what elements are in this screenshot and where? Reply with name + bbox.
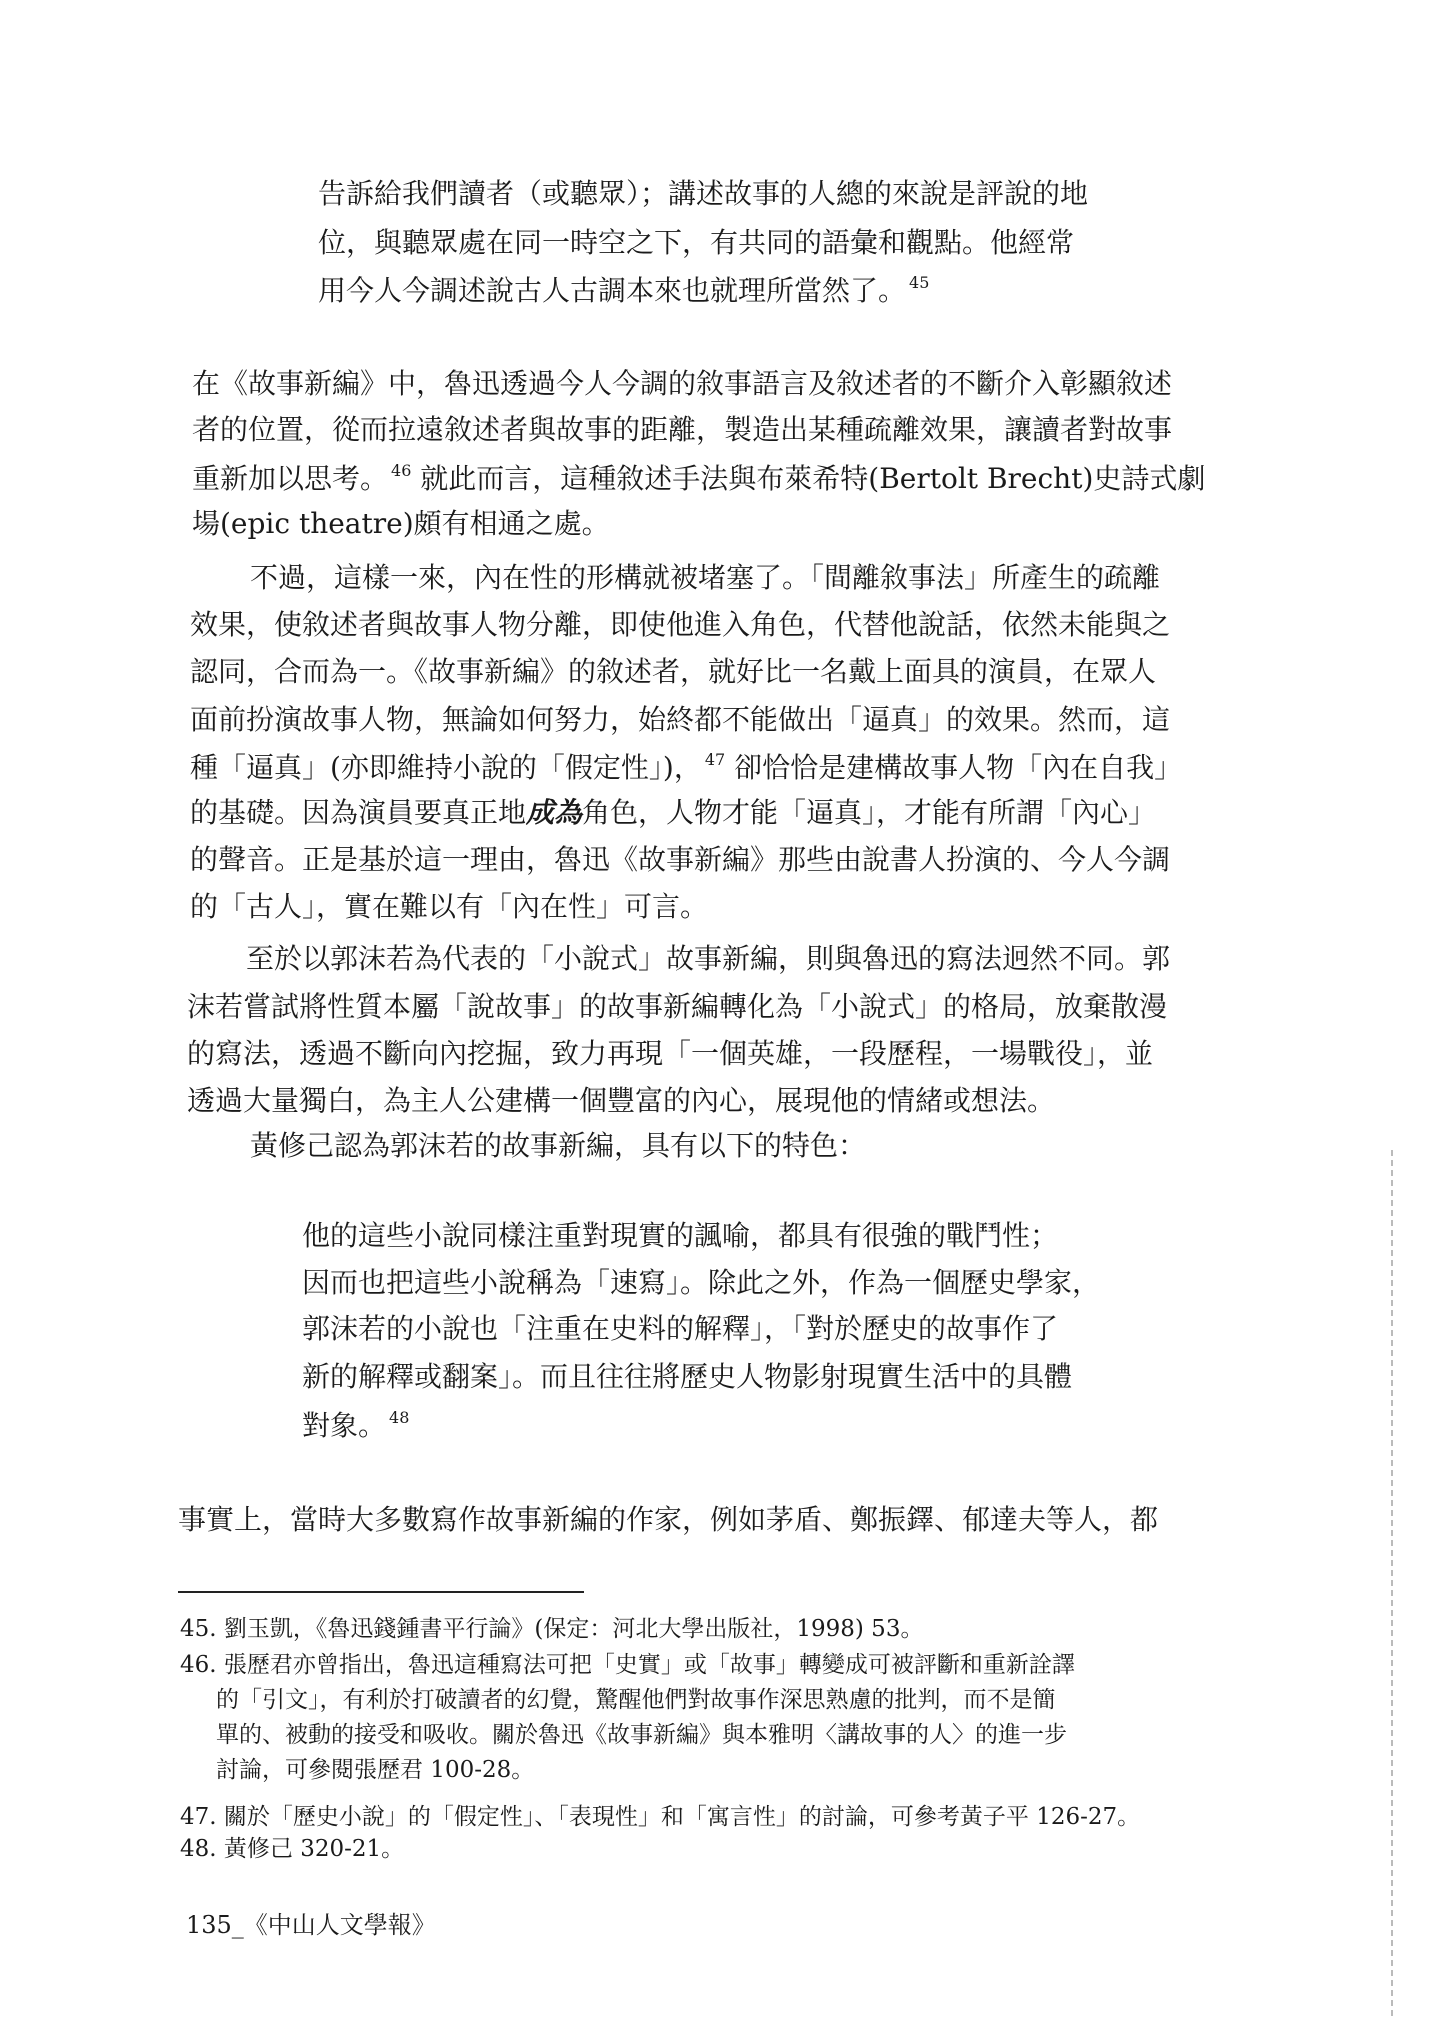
- footnote-ref-46[interactable]: 46: [391, 461, 412, 480]
- para3-line-3: 的寫法，透過不斷向內挖掘，致力再現「一個英雄，一段歷程，一場戰役」，並: [187, 1037, 1154, 1070]
- footnote-46-cont-3: 討論，可參閱張歷君 100-28。: [216, 1757, 535, 1783]
- footnote-48: 48. 黃修己 320-21。: [180, 1836, 405, 1862]
- emphasis-text: 成為: [526, 796, 583, 829]
- para1-line-3: 重新加以思考。 $^{46}$ 就此而言，這種敘述手法與布萊希特(Bertolt Brecht)史詩式劇: [192, 461, 1206, 495]
- para2-line-5: 種「逼真」(亦即維持小說的「假定性」)， $^{47}$ 卻恰恰是建構故事人物「內在自我」: [190, 750, 1183, 784]
- footnote-47: 47. 關於「歷史小說」的「假定性」、「表現性」和「寓言性」的討論，可參考黃子平 126-27。: [180, 1804, 1141, 1830]
- footnote-ref-45[interactable]: 45: [909, 273, 930, 292]
- para2-line-6: 的基礎。因為演員要真正地成為角色，人物才能「逼真」，才能有所謂「內心」: [190, 796, 1157, 829]
- footnote-46-cont-1: 的「引文」，有利於打破讀者的幻覺，驚醒他們對故事作深思熟慮的批判，而不是簡: [216, 1687, 1056, 1713]
- footnote-ref-48[interactable]: 48: [389, 1408, 410, 1427]
- footnote-ref-47[interactable]: 47: [704, 750, 726, 769]
- footnote-divider: [178, 1591, 584, 1593]
- quote2-line-4: 新的解釋或翻案」。而且往往將歷史人物影射現實生活中的具體: [302, 1360, 1073, 1393]
- quote1-line-3: 用今人今調述說古人古調本來也就理所當然了。 $^{45}$: [318, 273, 930, 307]
- para3-line-5: 黃修己認為郭沫若的故事新編，具有以下的特色：: [250, 1129, 867, 1162]
- para2-line-7: 的聲音。正是基於這一理由，魯迅《故事新編》那些由說書人扮演的、今人今調: [190, 843, 1171, 876]
- quote2-line-1: 他的這些小說同樣注重對現實的諷喻，都具有很強的戰鬥性；: [302, 1219, 1059, 1252]
- para2-line-2: 效果，使敘述者與故事人物分離，即使他進入角色，代替他說話，依然未能與之: [190, 608, 1171, 641]
- para2-line-4: 面前扮演故事人物，無論如何努力，始終都不能做出「逼真」的效果。然而，這: [190, 703, 1171, 736]
- footnote-46: 46. 張歷君亦曾指出，魯迅這種寫法可把「史實」或「故事」轉變成可被評斷和重新詮譯: [180, 1652, 1075, 1678]
- scan-edge-line: [1391, 1150, 1393, 2020]
- quote1-line-1: 告訴給我們讀者（或聽眾）；講述故事的人總的來說是評說的地: [318, 177, 1089, 210]
- quote2-line-5: 對象。 $^{48}$: [302, 1408, 410, 1442]
- para4-line-1: 事實上，當時大多數寫作故事新編的作家，例如茅盾、鄭振鐸、郁達夫等人，都: [178, 1503, 1159, 1536]
- quote1-line-2: 位，與聽眾處在同一時空之下，有共同的語彙和觀點。他經常: [318, 226, 1075, 259]
- quote2-line-2: 因而也把這些小說稱為「速寫」。除此之外，作為一個歷史學家，: [302, 1266, 1101, 1299]
- para2-line-1: 不過，這樣一來，內在性的形構就被堵塞了。「間離敘事法」所產生的疏離: [250, 561, 1161, 594]
- para1-line-2: 者的位置，從而拉遠敘述者與故事的距離，製造出某種疏離效果，讓讀者對故事: [192, 413, 1173, 446]
- para3-line-2: 沫若嘗試將性質本屬「說故事」的故事新編轉化為「小說式」的格局，放棄散漫: [187, 990, 1168, 1023]
- para2-line-8: 的「古人」，實在難以有「內在性」可言。: [190, 890, 709, 923]
- para1-line-4: 場(epic theatre)頗有相通之處。: [192, 507, 610, 540]
- para3-line-4: 透過大量獨白，為主人公建構一個豐富的內心，展現他的情緒或想法。: [187, 1084, 1056, 1117]
- para1-line-1: 在《故事新編》中，魯迅透過今人今調的敘事語言及敘述者的不斷介入彰顯敘述: [192, 367, 1173, 400]
- para3-line-1: 至於以郭沫若為代表的「小說式」故事新編，則與魯迅的寫法迥然不同。郭: [246, 942, 1171, 975]
- page-footer: 135_《中山人文學報》: [186, 1911, 436, 1939]
- quote2-line-3: 郭沫若的小說也「注重在史料的解釋」，「對於歷史的故事作了: [302, 1312, 1059, 1345]
- footnote-46-cont-2: 單的、被動的接受和吸收。關於魯迅《故事新編》與本雅明〈講故事的人〉的進一步: [216, 1722, 1067, 1748]
- footnote-45: 45. 劉玉凱，《魯迅錢鍾書平行論》(保定：河北大學出版社，1998) 53。: [180, 1616, 924, 1642]
- para2-line-3: 認同，合而為一。《故事新編》的敘述者，就好比一名戴上面具的演員，在眾人: [190, 655, 1157, 688]
